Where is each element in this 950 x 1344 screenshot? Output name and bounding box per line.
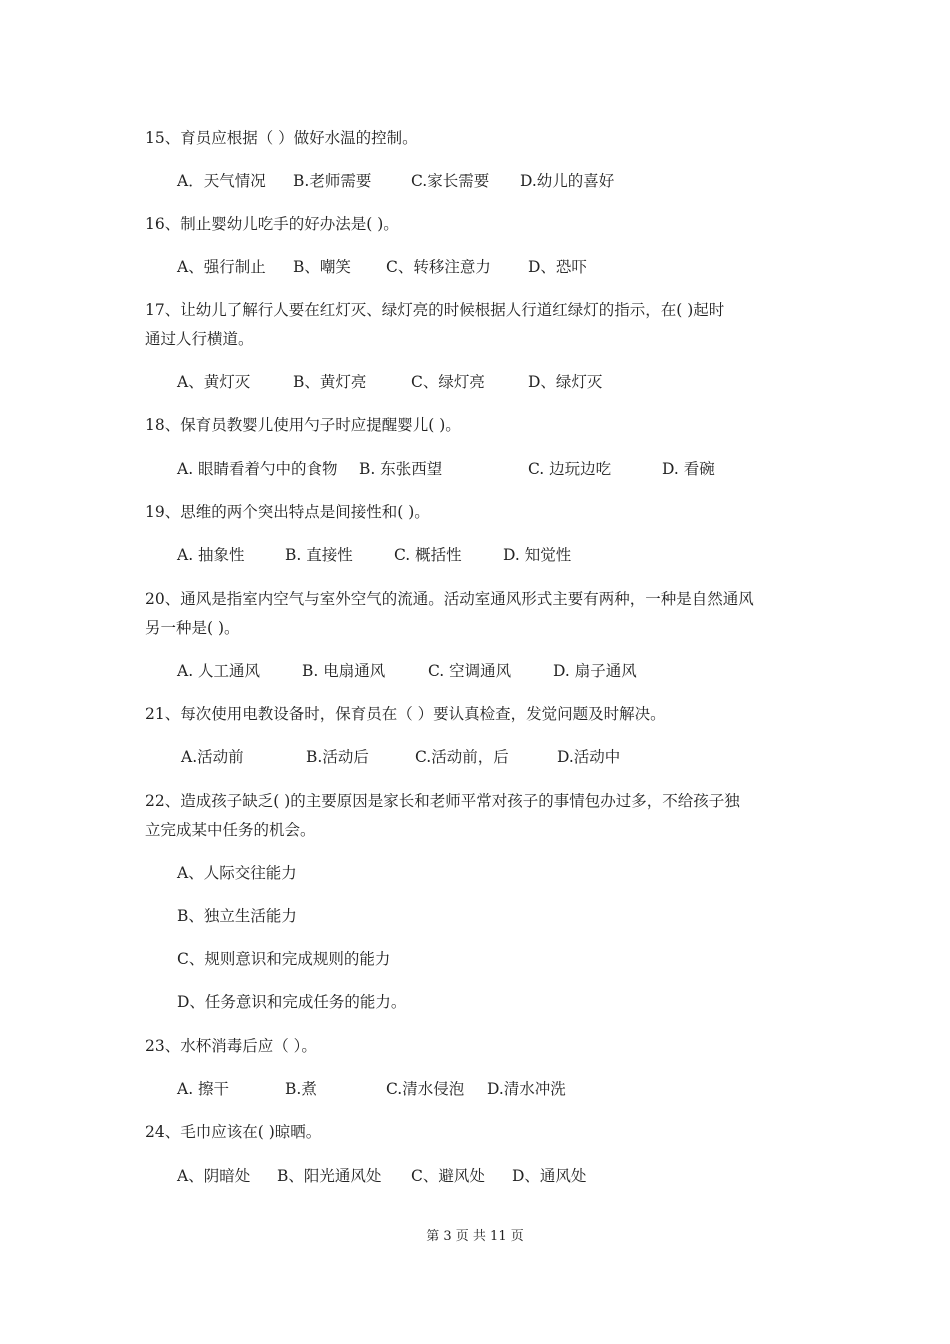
question-22-option-a: A、人际交往能力: [177, 864, 297, 882]
option-b: B、嘲笑: [293, 258, 351, 276]
question-22-option-b: B、独立生活能力: [177, 907, 297, 925]
question-24-stem: 24、毛巾应该在( )晾晒。: [145, 1123, 322, 1141]
question-19-stem: 19、思维的两个突出特点是间接性和( )。: [145, 503, 430, 521]
question-22-stem: 22、造成孩子缺乏( )的主要原因是家长和老师平常对孩子的事情包办过多，不给孩子独: [145, 792, 740, 810]
option-a: A. 人工通风: [177, 662, 261, 680]
option-d: D、通风处: [512, 1167, 587, 1185]
question-22-option-d: D、任务意识和完成任务的能力。: [177, 993, 407, 1011]
option-d: D、绿灯灭: [528, 373, 603, 391]
option-b: B.活动后: [306, 748, 369, 766]
option-d: D. 扇子通风: [553, 662, 637, 680]
option-a: A、强行制止: [177, 258, 266, 276]
option-a: A. 擦干: [177, 1080, 230, 1098]
option-b: B、阳光通风处: [277, 1167, 382, 1185]
question-15-stem: 15、育员应根据（ ）做好水温的控制。: [145, 129, 418, 147]
option-b: B. 电扇通风: [302, 662, 386, 680]
option-a: A、阴暗处: [177, 1167, 251, 1185]
question-17-stem: 17、让幼儿了解行人要在红灯灭、绿灯亮的时候根据人行道红绿灯的指示，在( )起时: [145, 301, 725, 319]
option-c: C. 概括性: [394, 546, 462, 564]
option-c: C.清水侵泡: [386, 1080, 465, 1098]
question-23-stem: 23、水杯消毒后应（ ）。: [145, 1037, 317, 1055]
option-b: B.煮: [285, 1080, 317, 1098]
option-d: D、恐吓: [528, 258, 587, 276]
option-a: A．天气情况: [177, 172, 266, 190]
question-20-stem-cont: 另一种是( )。: [145, 619, 240, 637]
question-20-stem: 20、通风是指室内空气与室外空气的流通。活动室通风形式主要有两种，一种是自然通风: [145, 590, 754, 608]
option-c: C、避风处: [411, 1167, 485, 1185]
option-d: D.清水冲洗: [487, 1080, 566, 1098]
option-d: D.幼儿的喜好: [520, 172, 615, 190]
question-17-stem-cont: 通过人行横道。: [145, 330, 254, 348]
option-b: B、黄灯亮: [293, 373, 367, 391]
option-b: B.老师需要: [293, 172, 372, 190]
option-c: C、绿灯亮: [411, 373, 485, 391]
option-c: C. 空调通风: [428, 662, 512, 680]
option-d: D. 看碗: [662, 460, 715, 478]
question-18-stem: 18、保育员教婴儿使用勺子时应提醒婴儿( )。: [145, 416, 461, 434]
option-a: A. 抽象性: [177, 546, 245, 564]
option-c: C.活动前，后: [415, 748, 509, 766]
option-a: A、黄灯灭: [177, 373, 251, 391]
option-b: B. 直接性: [285, 546, 353, 564]
question-16-stem: 16、制止婴幼儿吃手的好办法是( )。: [145, 215, 399, 233]
option-c: C、转移注意力: [386, 258, 491, 276]
question-21-stem: 21、每次使用电教设备时，保育员在（ ）要认真检查，发觉问题及时解决。: [145, 705, 666, 723]
question-22-option-c: C、规则意识和完成规则的能力: [177, 950, 391, 968]
page-number: 第 3 页 共 11 页: [426, 1229, 524, 1244]
option-c: C. 边玩边吃: [528, 460, 612, 478]
option-d: D.活动中: [557, 748, 621, 766]
option-b: B. 东张西望: [359, 460, 443, 478]
option-d: D. 知觉性: [503, 546, 572, 564]
question-22-stem-cont: 立完成某中任务的机会。: [145, 821, 316, 839]
option-a: A. 眼睛看着勺中的食物: [177, 460, 338, 478]
option-a: A.活动前: [181, 748, 244, 766]
option-c: C.家长需要: [411, 172, 490, 190]
